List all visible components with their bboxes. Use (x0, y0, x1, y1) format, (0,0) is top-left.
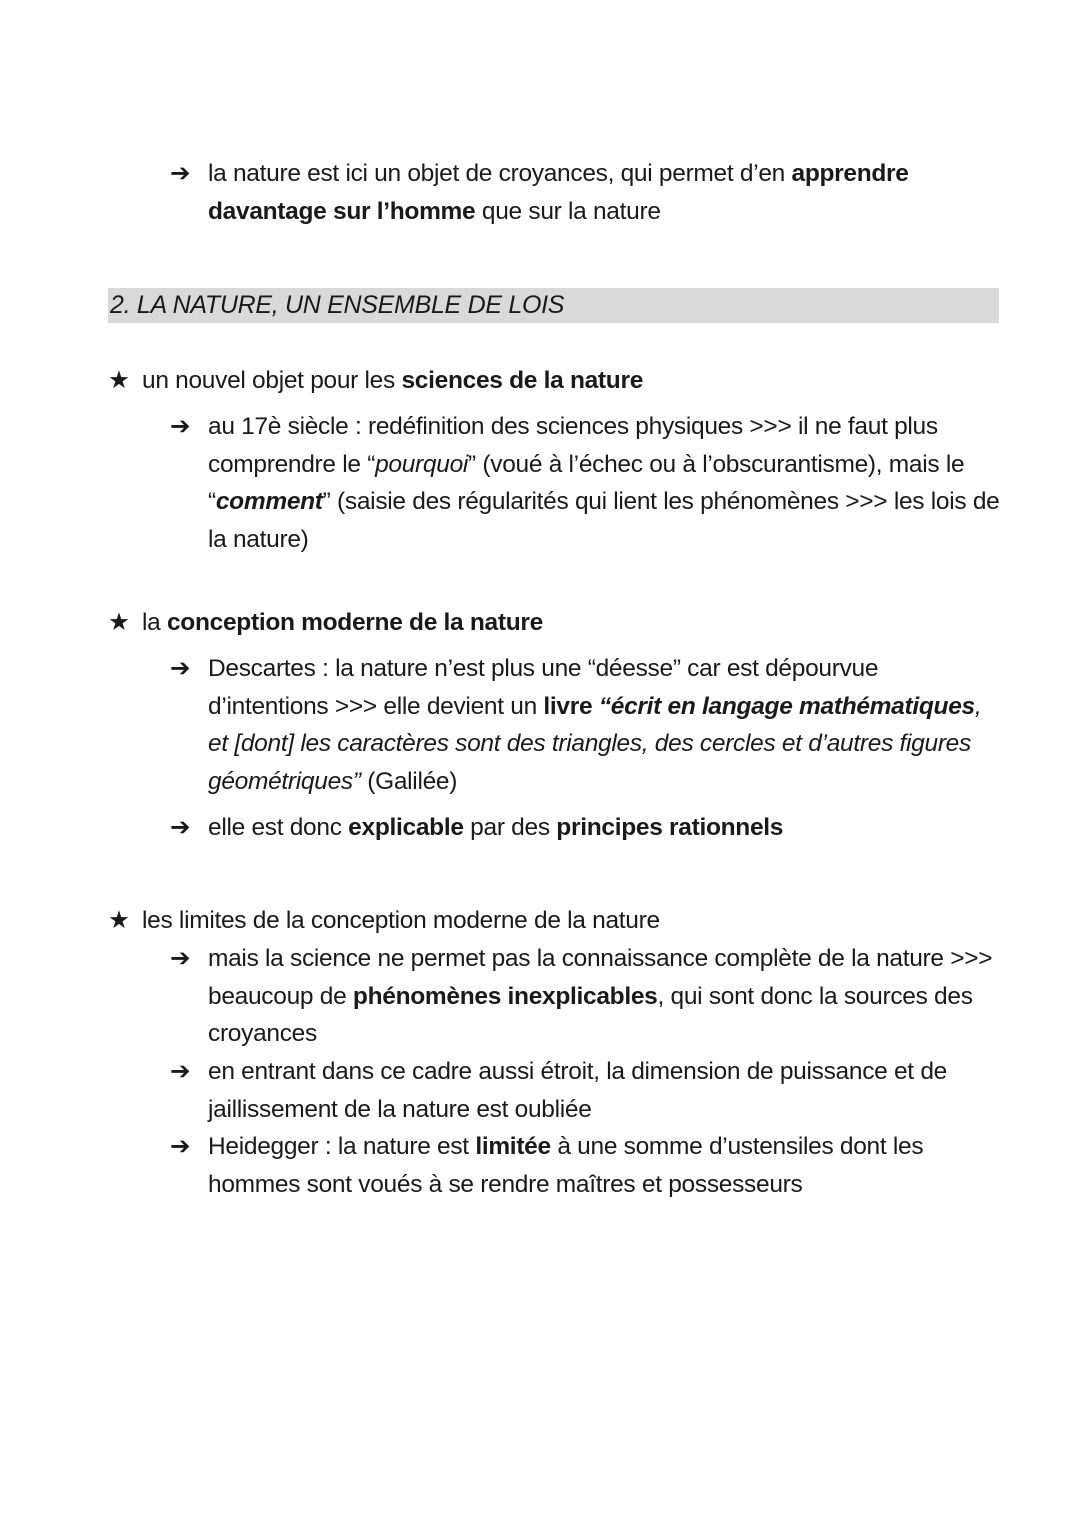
block3-heading: ★ les limites de la conception moderne de la nature (108, 902, 660, 939)
arrow-icon: ➔ (170, 160, 191, 187)
block1-heading: ★ un nouvel objet pour les sciences de la nature (108, 362, 643, 399)
arrow-icon: ➔ (170, 655, 191, 682)
arrow-icon: ➔ (170, 945, 191, 972)
block2-bullet-1: ➔ Descartes : la nature n’est plus une “déesse” car est dépourvue d’intentions >>> elle devient un livre “écrit en langage mathématiques, et [dont] les caractères sont des triangles, des cercles et d’autres figures géométriques” (Galilée) (170, 650, 1000, 800)
block3-bullet-2: ➔ en entrant dans ce cadre aussi étroit, la dimension de puissance et de jaillissement de la nature est oubliée (170, 1053, 1000, 1128)
block2-heading: ★ la conception moderne de la nature (108, 604, 543, 641)
arrow-icon: ➔ (170, 413, 191, 440)
block1-bullet-1: ➔ au 17è siècle : redéfinition des sciences physiques >>> il ne faut plus comprendre le “pourquoi” (voué à l’échec ou à l’obscurantisme), mais le “comment” (saisie des régularités qui lient les phénomènes >>> les lois de la nature) (170, 408, 1000, 558)
block3-bullet-3: ➔ Heidegger : la nature est limitée à une somme d’ustensiles dont les hommes sont voués à se rendre maîtres et possesseurs (170, 1128, 1000, 1203)
arrow-icon: ➔ (170, 814, 191, 841)
star-icon: ★ (108, 609, 130, 636)
block3-bullet-1: ➔ mais la science ne permet pas la connaissance complète de la nature >>> beaucoup de phénomènes inexplicables, qui sont donc la sources des croyances (170, 940, 1000, 1053)
arrow-icon: ➔ (170, 1133, 191, 1160)
arrow-icon: ➔ (170, 1058, 191, 1085)
star-icon: ★ (108, 907, 130, 934)
block2-bullet-2: ➔ elle est donc explicable par des principes rationnels (170, 809, 1000, 847)
section-title: 2. LA NATURE, UN ENSEMBLE DE LOIS (110, 291, 565, 319)
intro-paragraph (170, 155, 1000, 230)
intro-text: la nature est ici un objet de croyances, qui permet d’en apprendre davantage sur l’homme que sur la nature (208, 160, 909, 225)
star-icon: ★ (108, 367, 130, 394)
